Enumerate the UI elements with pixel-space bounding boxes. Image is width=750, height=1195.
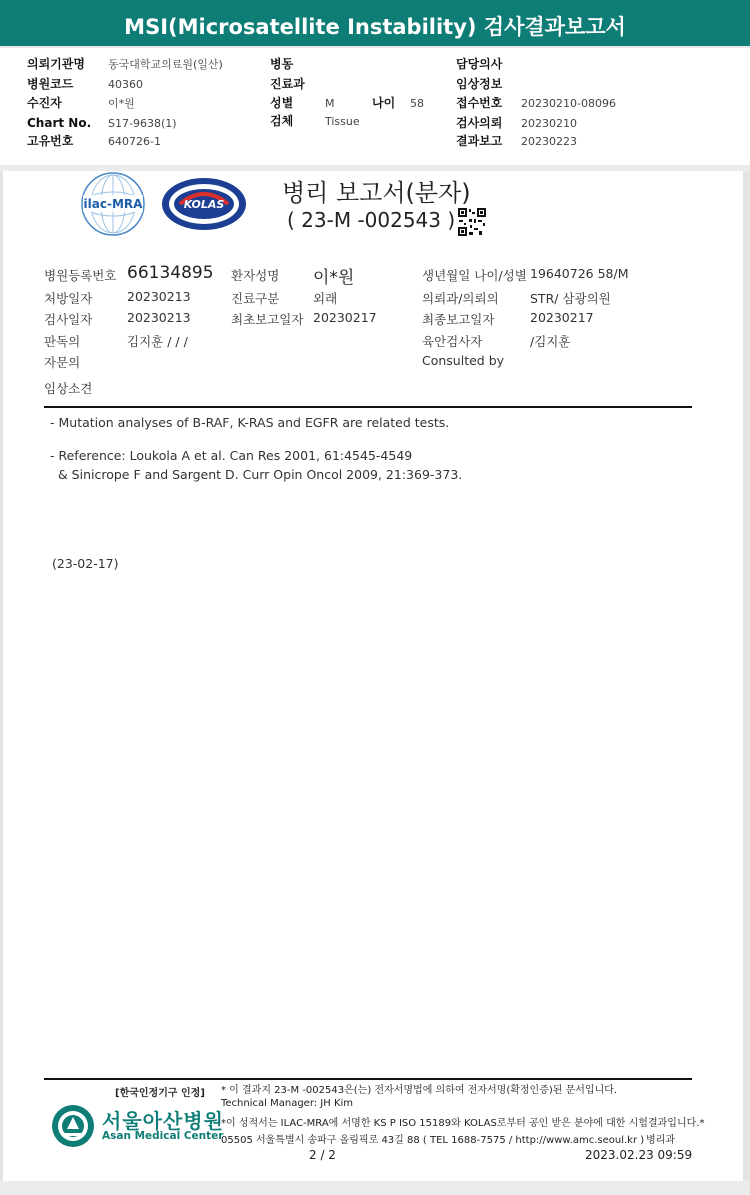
info-label: 병동 [270, 57, 294, 71]
ilac-mra-logo [80, 171, 146, 237]
report-date-note: (23-02-17) [52, 556, 119, 571]
report-code: ( 23-M -002543 ) [287, 208, 456, 232]
patient-info-block [0, 48, 750, 166]
info-label: Chart No. [27, 116, 92, 130]
info-value: 동국대학교의료원(일산) [108, 58, 223, 71]
patient-name-label: 환자성명 [231, 268, 280, 283]
dept-type-label: 진료구분 [231, 291, 280, 306]
first-report-value: 20230217 [313, 310, 377, 325]
info-label: 결과보고 [456, 134, 503, 148]
sex-value: M [325, 97, 335, 110]
final-report-value: 20230217 [530, 310, 594, 325]
age-label: 나이 [372, 96, 396, 110]
hospital-name-en: Asan Medical Center [102, 1130, 224, 1142]
info-label: 담당의사 [456, 57, 503, 71]
info-label: 의뢰기관명 [27, 57, 85, 71]
dept-doctor-label: 의뢰과/의뢰의 [422, 291, 499, 306]
clinical-label: 임상소견 [44, 381, 93, 396]
info-value: 이*원 [108, 97, 135, 110]
info-label: 검체 [270, 114, 294, 128]
page-frame-right [743, 171, 750, 1181]
page-frame-bottom [0, 1181, 750, 1195]
exam-date-value: 20230213 [127, 310, 191, 325]
info-label: 검사의뢰 [456, 116, 503, 130]
info-label: 성별 [270, 96, 294, 110]
info-value: 20230210 [521, 117, 577, 130]
header-bar [0, 0, 750, 48]
info-value: S17-9638(1) [108, 117, 177, 130]
body-line: - Mutation analyses of B-RAF, K-RAS and EGFR are related tests. [50, 415, 450, 430]
dept-type-value: 외래 [313, 291, 338, 306]
hospital-name: 서울아산병원 [102, 1109, 224, 1133]
info-value: 20230210-08096 [521, 97, 616, 110]
specimen-value: Tissue [325, 115, 360, 128]
report-title: 병리 보고서(분자) [282, 179, 471, 207]
body-line: - Reference: Loukola A et al. Can Res 2001, 61:4545-4549 [50, 448, 413, 463]
hospital-address: 05505 서울특별시 송파구 올림픽로 43길 88 ( TEL 1688-7575 / http://www.amc.seoul.kr ) [221, 1135, 645, 1146]
info-label: 수진자 [27, 96, 62, 110]
footer-note: *이 성적서는 ILAC-MRA에 서명한 KS P ISO 15189와 KOLAS로부터 공인 받은 분야에 대한 시험결과입니다.* [221, 1118, 705, 1129]
qr-code-icon [457, 207, 487, 237]
info-label: 임상정보 [456, 77, 503, 91]
department-label: 병리과 [646, 1135, 675, 1146]
dob-label: 생년월일 나이/성별 [422, 268, 527, 283]
page-frame-left [0, 171, 3, 1181]
gross-value: /김지훈 [530, 334, 571, 349]
final-report-label: 최종보고일자 [422, 312, 495, 327]
rx-date-value: 20230213 [127, 289, 191, 304]
rx-date-label: 처방일자 [44, 291, 93, 306]
consulted-by-label: Consulted by [422, 353, 505, 368]
content-rule [44, 406, 692, 408]
info-label: 진료과 [270, 77, 305, 91]
body-line: & Sinicrope F and Sargent D. Curr Opin Oncol 2009, 21:369-373. [50, 467, 463, 482]
accreditation-label: [한국인정기구 인정] [115, 1088, 205, 1099]
dept-doctor-value: STR/ 삼광의원 [530, 291, 611, 306]
reader-value: 김지훈 / / / [127, 334, 188, 349]
info-value: 40360 [108, 78, 143, 91]
footer-note: * 이 결과지 23-M -002543은(는) 전자서명법에 의하여 전자서명(확정인증)된 문서입니다. [221, 1085, 618, 1096]
info-value: 20230223 [521, 135, 577, 148]
dob-value: 19640726 58/M [530, 266, 629, 281]
age-value: 58 [410, 97, 424, 110]
footer-rule [44, 1078, 692, 1080]
info-label: 접수번호 [456, 96, 503, 110]
kolas-logo [160, 176, 248, 232]
first-report-label: 최초보고일자 [231, 312, 304, 327]
technical-manager: Technical Manager: JH Kim [221, 1098, 354, 1109]
consult-label: 자문의 [44, 355, 81, 370]
print-datetime: 2023.02.23 09:59 [585, 1148, 693, 1162]
reg-no-label: 병원등록번호 [44, 268, 117, 283]
page-number: 2 / 2 [309, 1148, 336, 1162]
report-header-title: MSI(Microsatellite Instability) 검사결과보고서 [124, 15, 626, 39]
svg-text:KOLAS: KOLAS [183, 198, 225, 211]
gross-label: 육안검사자 [422, 334, 483, 349]
info-label: 병원코드 [27, 77, 74, 91]
reg-no-value: 66134895 [127, 263, 214, 283]
reader-label: 판독의 [44, 334, 81, 349]
exam-date-label: 검사일자 [44, 312, 93, 327]
info-label: 고유번호 [27, 134, 74, 148]
patient-name-value: 이*원 [313, 268, 355, 288]
info-value: 640726-1 [108, 135, 161, 148]
hospital-emblem-icon [50, 1103, 96, 1149]
svg-text:ilac-MRA: ilac-MRA [83, 197, 143, 211]
